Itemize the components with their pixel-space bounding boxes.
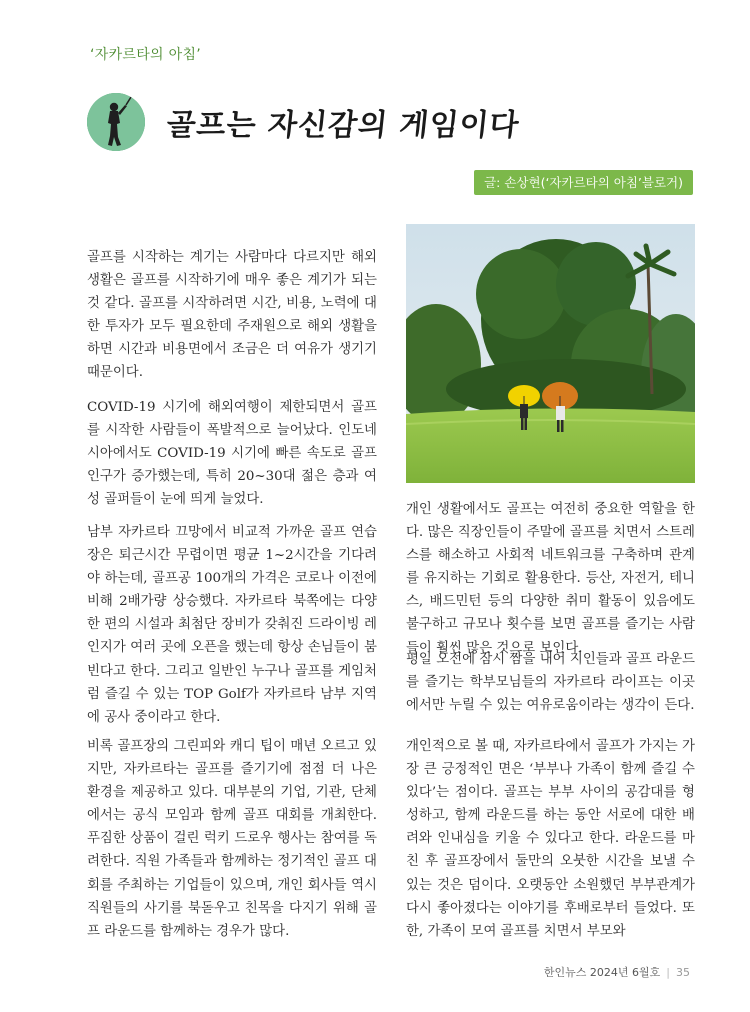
page-number: 35 (676, 966, 690, 979)
paragraph: 남부 자카르타 끄망에서 비교적 가까운 골프 연습장은 퇴근시간 무렵이면 평균 1~2시간을 기다려야 하는데, 골프공 100개의 가격은 코로나 이전에 비해 2배가량 상승했다. 자카르타 북쪽에는 다양한 편의 시설과 최첨단 장비가 갖춰진 드라이빙 레인지가 여러 곳에 오픈을 했는데 항상 손님들이 붐빈다고 한다. 그리고 일반인 누구나 골프를 게임처럼 즐길 수 있는 TOP Golf가 자카르타 남부 지역에 공사 중이라고 한다. (87, 525, 377, 725)
byline-badge: 글: 손상현(‘자카르타의 아침’블로거) (474, 170, 693, 195)
left-column-block-2 (87, 396, 377, 511)
paragraph: 개인 생활에서도 골프는 여전히 중요한 역할을 한다. 많은 직장인들이 주말에 골프를 치면서 스트레스를 해소하고 사회적 네트워크를 구축하며 관계를 유지하는 기회로 활용한다. 등산, 자전거, 테니스, 배드민턴 등의 다양한 취미 활동이 있음에도 불구하고 규모나 횟수를 보면 골프를 즐기는 사람들이 훨씬 많은 것으로 보인다. (406, 502, 695, 656)
paragraph: 개인적으로 볼 때, 자카르타에서 골프가 가지는 가장 큰 긍정적인 면은 ‘부부나 가족이 함께 즐길 수 있다’는 점이다. 골프는 부부 사이의 공감대를 형성하고, 함께 라운드를 하는 동안 서로에 대한 배려와 인내심을 키울 수 있다고 한다. 라운드를 마친 후 골프장에서 둘만의 오붓한 시간을 보낼 수 있는 것은 덤이다. 오랫동안 소원했던 부부관계가 다시 좋아졌다는 이야기를 후배로부터 들었다. 또한, 가족이 모여 골프를 치면서 부모와 (406, 739, 695, 939)
golf-course-photo (406, 224, 695, 483)
footer-separator: | (666, 966, 670, 979)
left-column-block-1 (87, 246, 377, 385)
publication-name: 한인뉴스 2024년 6월호 (543, 966, 661, 979)
series-label: ‘자카르타의 아침’ (90, 47, 202, 63)
title-row (87, 92, 520, 152)
paragraph: 비록 골프장의 그린피와 캐디 팁이 매년 오르고 있지만, 자카르타는 골프를 즐기기에 점점 더 나은 환경을 제공하고 있다. 대부분의 기업, 기관, 단체에서는 공식 모임과 함께 골프 대회를 개최한다. 푸짐한 상품이 걸린 럭키 드로우 행사는 참여를 독려한다. 직원 가족들과 함께하는 정기적인 골프 대회를 주최하는 기업들이 있으며, 개인 회사들 역시 직원들의 사기를 북돋우고 친목을 다지기 위해 골프 라운드를 함께하는 경우가 많다. (87, 739, 377, 939)
left-column-block-4 (87, 735, 377, 943)
right-column-block-1 (406, 498, 695, 660)
right-column-block-3 (406, 735, 695, 943)
right-column-block-2 (406, 648, 695, 717)
paragraph: 평일 오전에 잠시 짬을 내어 지인들과 골프 라운드를 즐기는 학부모님들의 자카르타 라이프는 이곳에서만 누릴 수 있는 여유로움이라는 생각이 든다. (406, 652, 695, 714)
page-title: 골프는 자신감의 게임이다 (164, 108, 522, 143)
golfer-icon (87, 93, 145, 151)
page-footer (544, 964, 690, 980)
left-column-block-3 (87, 521, 377, 729)
paragraph: COVID-19 시기에 해외여행이 제한되면서 골프를 시작한 사람들이 폭발적으로 늘어났다. 인도네시아에서도 COVID-19 시기에 빠른 속도로 골프 인구가 증가했는데, 특히 20~30대 젊은 층과 여성 골퍼들이 눈에 띄게 늘었다. (87, 400, 377, 508)
paragraph: 골프를 시작하는 계기는 사람마다 다르지만 해외 생활은 골프를 시작하기에 매우 좋은 계기가 되는 것 같다. 골프를 시작하려면 시간, 비용, 노력에 대한 투자가 모두 필요한데 주재원으로 해외 생활을 하면 시간과 비용면에서 조금은 더 여유가 생기기 때문이다. (87, 250, 377, 381)
